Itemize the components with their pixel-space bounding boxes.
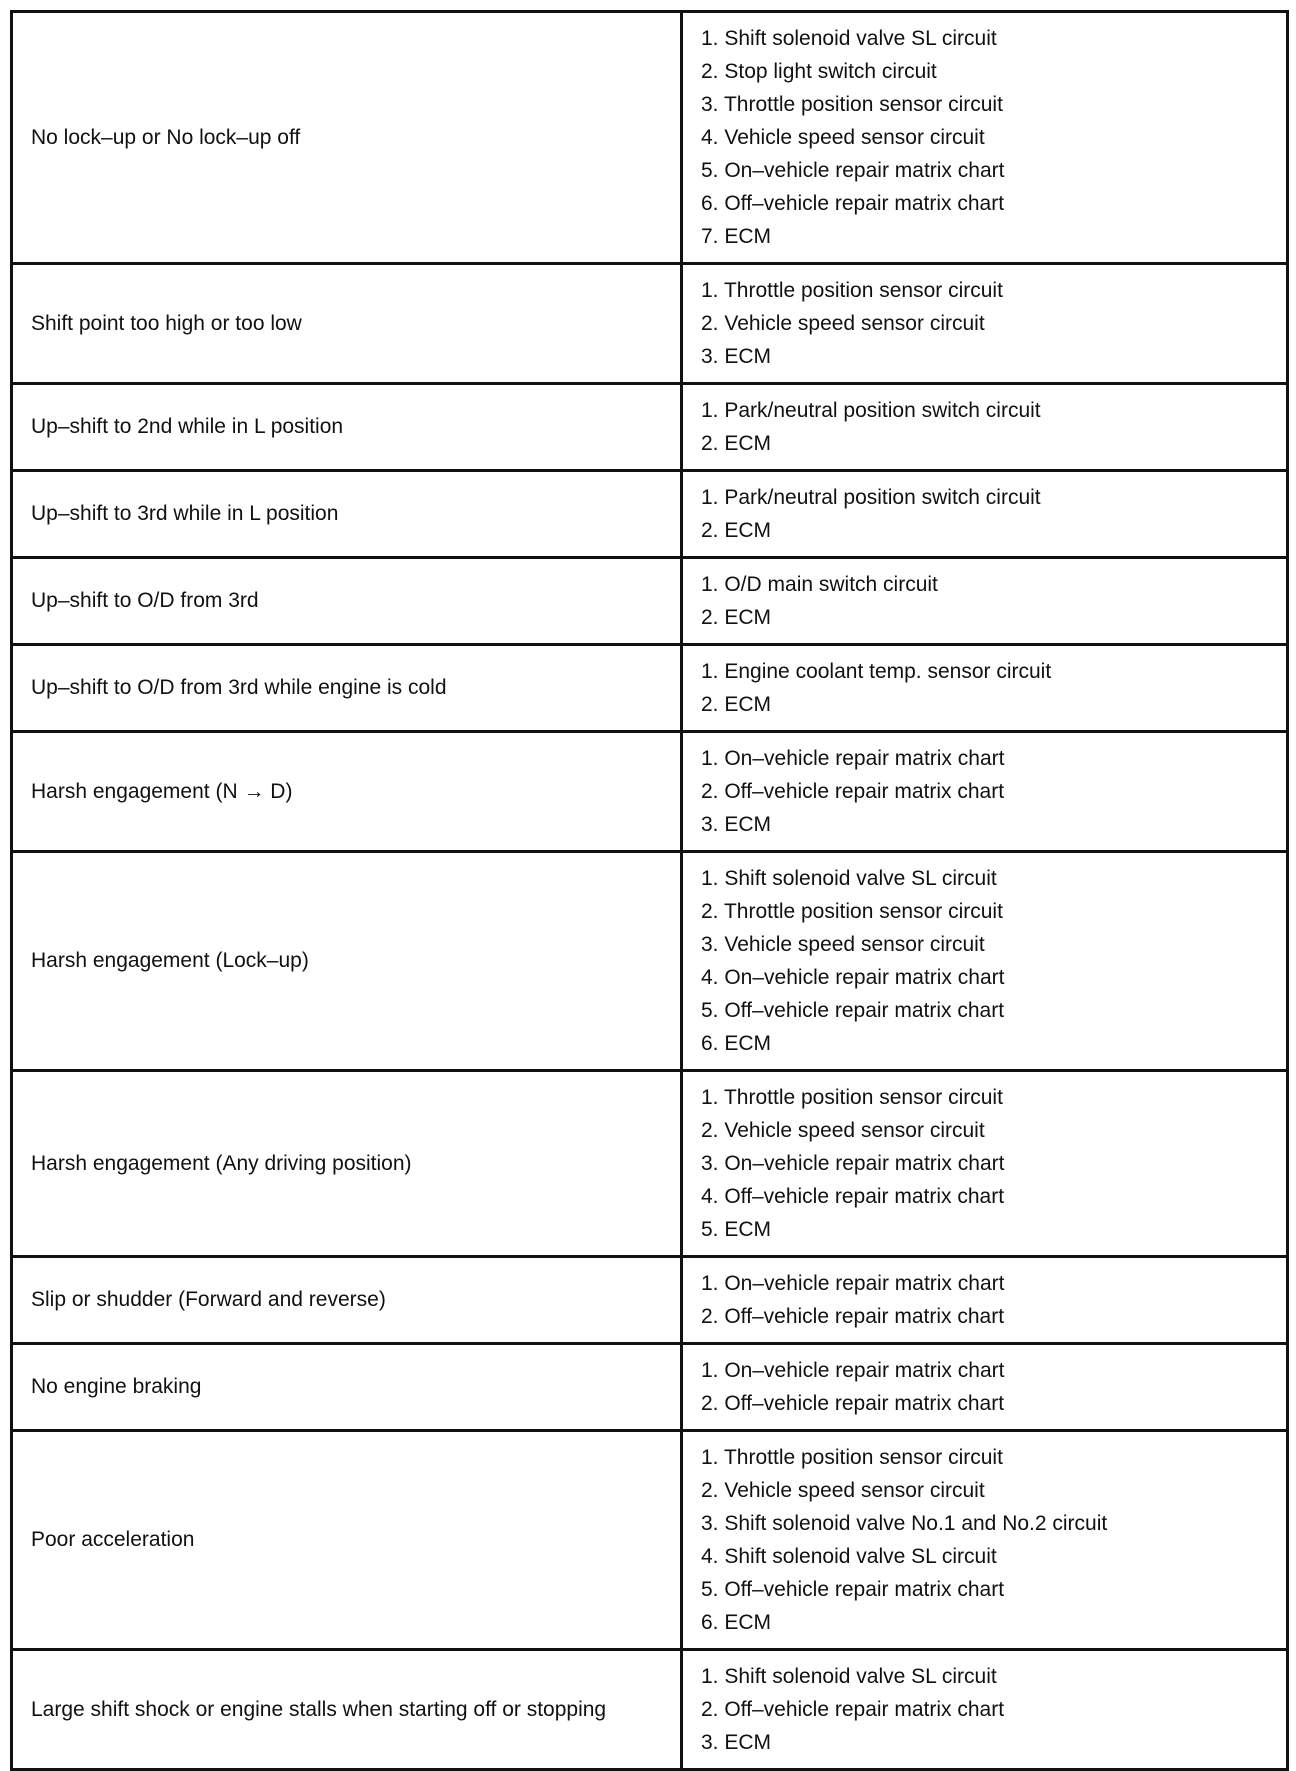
symptom-cell: Up–shift to O/D from 3rd while engine is cold <box>12 645 682 732</box>
check-list <box>701 742 1286 841</box>
check-list <box>701 1081 1286 1246</box>
symptom-cell: Large shift shock or engine stalls when starting off or stopping <box>12 1650 682 1770</box>
check-item: 4. Shift solenoid valve SL circuit <box>701 1545 997 1568</box>
table-row <box>12 1344 1288 1431</box>
check-list <box>701 1267 1286 1333</box>
check-list <box>701 394 1286 460</box>
check-item: 1. O/D main switch circuit <box>701 573 938 596</box>
check-item: 2. Throttle position sensor circuit <box>701 900 1003 923</box>
symptom-cell: Harsh engagement (Lock–up) <box>12 852 682 1071</box>
check-item: 2. Vehicle speed sensor circuit <box>701 312 985 335</box>
troubleshooting-table <box>10 10 1289 1771</box>
check-items-cell <box>682 852 1288 1071</box>
check-items-cell <box>682 1257 1288 1344</box>
check-items-cell <box>682 732 1288 852</box>
symptom-cell: No engine braking <box>12 1344 682 1431</box>
check-item: 2. ECM <box>701 606 772 629</box>
symptom-cell: Up–shift to 2nd while in L position <box>12 384 682 471</box>
check-item: 1. Throttle position sensor circuit <box>701 279 1003 302</box>
check-item: 2. ECM <box>701 432 772 455</box>
check-items-cell <box>682 384 1288 471</box>
symptom-cell: Harsh engagement (Any driving position) <box>12 1071 682 1257</box>
check-item: 2. Stop light switch circuit <box>701 60 937 83</box>
check-item: 5. On–vehicle repair matrix chart <box>701 159 1005 182</box>
check-list <box>701 274 1286 373</box>
check-item: 5. ECM <box>701 1218 772 1241</box>
symptom-cell: Shift point too high or too low <box>12 264 682 384</box>
check-item: 3. ECM <box>701 345 772 368</box>
check-item: 4. On–vehicle repair matrix chart <box>701 966 1005 989</box>
check-list <box>701 1354 1286 1420</box>
check-item: 1. Park/neutral position switch circuit <box>701 399 1041 422</box>
check-item: 6. ECM <box>701 1611 772 1634</box>
check-item: 7. ECM <box>701 225 772 248</box>
table-row <box>12 384 1288 471</box>
table-row <box>12 1650 1288 1770</box>
check-list <box>701 481 1286 547</box>
table-row <box>12 645 1288 732</box>
check-list <box>701 1441 1286 1639</box>
check-items-cell <box>682 645 1288 732</box>
check-item: 2. Off–vehicle repair matrix chart <box>701 1698 1005 1721</box>
check-item: 2. Off–vehicle repair matrix chart <box>701 1392 1005 1415</box>
check-items-cell <box>682 471 1288 558</box>
check-item: 1. On–vehicle repair matrix chart <box>701 1359 1005 1382</box>
check-item: 3. Vehicle speed sensor circuit <box>701 933 985 956</box>
check-item: 4. Off–vehicle repair matrix chart <box>701 1185 1005 1208</box>
check-item: 5. Off–vehicle repair matrix chart <box>701 999 1005 1022</box>
check-item: 6. ECM <box>701 1032 772 1055</box>
check-list <box>701 655 1286 721</box>
table-row <box>12 558 1288 645</box>
check-item: 2. ECM <box>701 519 772 542</box>
check-item: 1. Throttle position sensor circuit <box>701 1086 1003 1109</box>
check-item: 3. Shift solenoid valve No.1 and No.2 circuit <box>701 1512 1108 1535</box>
check-items-cell <box>682 264 1288 384</box>
check-item: 2. ECM <box>701 693 772 716</box>
check-item: 4. Vehicle speed sensor circuit <box>701 126 985 149</box>
symptom-cell: Poor acceleration <box>12 1431 682 1650</box>
check-item: 2. Vehicle speed sensor circuit <box>701 1119 985 1142</box>
check-item: 3. Throttle position sensor circuit <box>701 93 1003 116</box>
check-items-cell <box>682 558 1288 645</box>
symptom-cell: Up–shift to O/D from 3rd <box>12 558 682 645</box>
table-row <box>12 471 1288 558</box>
table-row <box>12 1257 1288 1344</box>
symptom-cell: Slip or shudder (Forward and reverse) <box>12 1257 682 1344</box>
table-row <box>12 1431 1288 1650</box>
check-items-cell <box>682 12 1288 264</box>
check-item: 2. Vehicle speed sensor circuit <box>701 1479 985 1502</box>
check-item: 6. Off–vehicle repair matrix chart <box>701 192 1005 215</box>
table-row <box>12 852 1288 1071</box>
table-row <box>12 1071 1288 1257</box>
check-items-cell <box>682 1071 1288 1257</box>
symptom-cell: Harsh engagement (N → D) <box>12 732 682 852</box>
table-row <box>12 12 1288 264</box>
check-list <box>701 862 1286 1060</box>
check-item: 1. Park/neutral position switch circuit <box>701 486 1041 509</box>
check-item: 1. On–vehicle repair matrix chart <box>701 1272 1005 1295</box>
check-list <box>701 1660 1286 1759</box>
check-item: 2. Off–vehicle repair matrix chart <box>701 780 1005 803</box>
check-items-cell <box>682 1344 1288 1431</box>
table-row <box>12 732 1288 852</box>
check-item: 3. ECM <box>701 813 772 836</box>
table-row <box>12 264 1288 384</box>
symptom-cell: No lock–up or No lock–up off <box>12 12 682 264</box>
check-items-cell <box>682 1431 1288 1650</box>
check-item: 1. Shift solenoid valve SL circuit <box>701 1665 997 1688</box>
check-items-cell <box>682 1650 1288 1770</box>
check-list <box>701 22 1286 253</box>
symptom-cell: Up–shift to 3rd while in L position <box>12 471 682 558</box>
table-body <box>12 12 1288 1770</box>
check-item: 3. On–vehicle repair matrix chart <box>701 1152 1005 1175</box>
check-item: 1. Engine coolant temp. sensor circuit <box>701 660 1052 683</box>
check-item: 5. Off–vehicle repair matrix chart <box>701 1578 1005 1601</box>
check-item: 1. On–vehicle repair matrix chart <box>701 747 1005 770</box>
check-item: 3. ECM <box>701 1731 772 1754</box>
check-item: 2. Off–vehicle repair matrix chart <box>701 1305 1005 1328</box>
check-item: 1. Shift solenoid valve SL circuit <box>701 867 997 890</box>
check-list <box>701 568 1286 634</box>
check-item: 1. Throttle position sensor circuit <box>701 1446 1003 1469</box>
check-item: 1. Shift solenoid valve SL circuit <box>701 27 997 50</box>
